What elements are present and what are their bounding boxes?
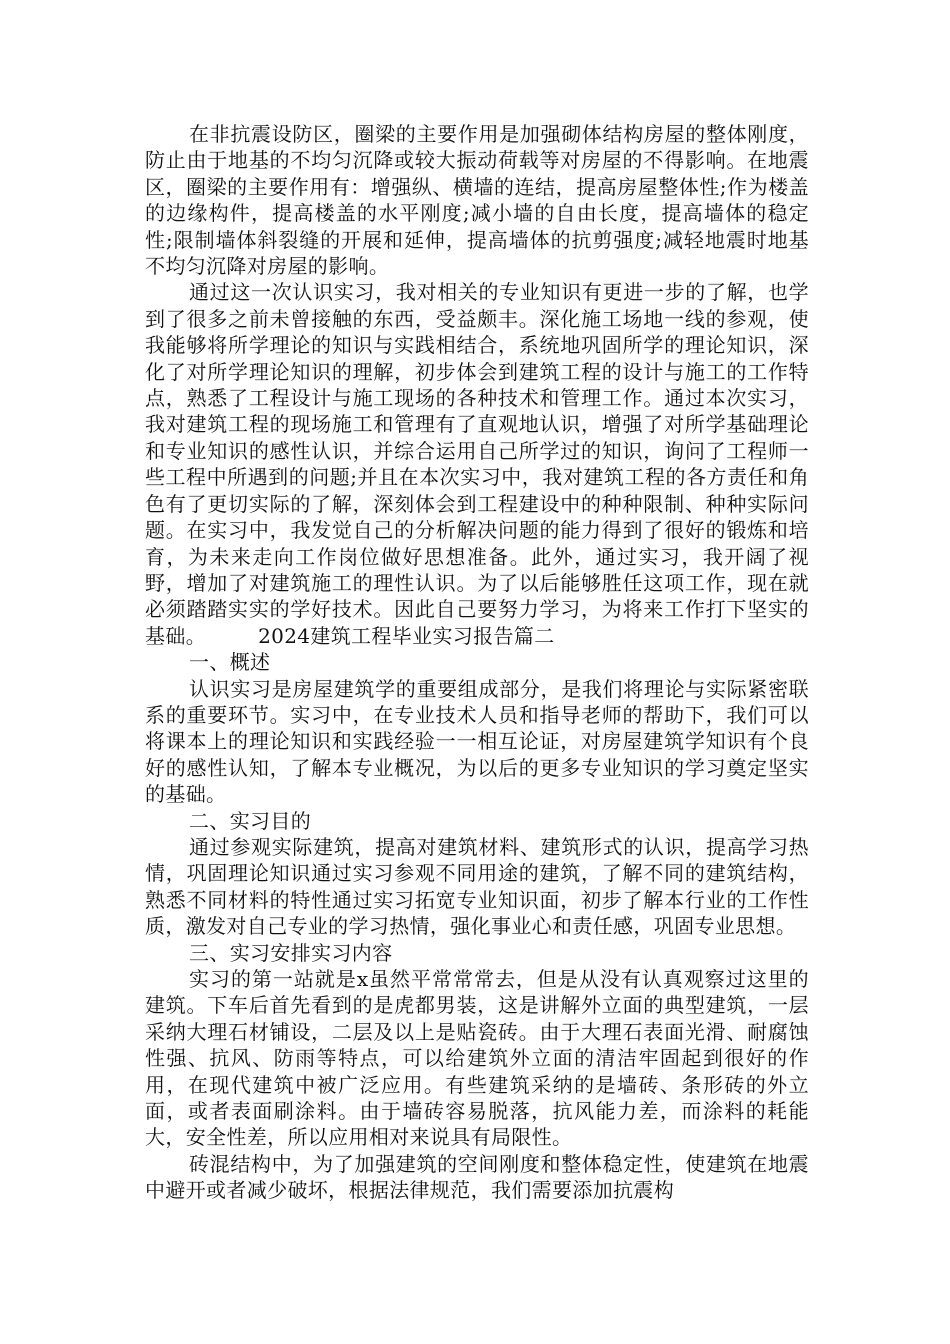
paragraph-ring-beam: 在非抗震设防区，圈梁的主要作用是加强砌体结构房屋的整体刚度，防止由于地基的不均匀沉降或较大振动荷载等对房屋的不得影响。在地震区，圈梁的主要作用有：增强纵、横墙的连结，提高房屋整体性;作为楼盖的边缘构件，提高楼盖的水平刚度;减小墙的自由长度，提高墙体的稳定性;限制墙体斜裂缝的开展和延伸，提高墙体的抗剪强度;减轻地震时地基不均匀沉降对房屋的影响。 [145, 122, 809, 279]
paragraph-internship-summary-text: 通过这一次认识实习，我对相关的专业知识有更进一步的了解，也学到了很多之前未曾接触的东西，受益颇丰。深化施工场地一线的参观，使我能够将所学理论的知识与实践相结合，系统地巩固所学的理论知识，深化了对所学理论知识的理解，初步体会到建筑工程的设计与施工的工作特点，熟悉了工程设计与施工现场的各种技术和管理工作。通过本次实习，我对建筑工程的现场施工和管理有了直观地认识，增强了对所学基础理论和专业知识的感性认识，并综合运用自己所学过的知识，询问了工程师一些工程中所遇到的问题;并且在本次实习中，我对建筑工程的各方责任和角色有了更切实际的了解，深刻体会到工程建设中的种种限制、种种实际问题。在实习中，我发觉自己的分析解决问题的能力得到了很好的锻炼和培育，为未来走向工作岗位做好思想准备。此外，通过实习，我开阔了视野，增加了对建筑施工的理性认识。为了以后能够胜任这项工作，现在就必须踏踏实实的学好技术。因此自己要努力学习，为将来工作打下坚实的基础。 [145, 280, 809, 648]
heading-purpose: 二、实习目的 [189, 808, 312, 833]
heading-arrangement: 三、实习安排实习内容 [189, 940, 393, 965]
paragraph-first-stop: 实习的第一站就是x虽然平常常常去，但是从没有认真观察过这里的建筑。下车后首先看到的是虎都男装，这是讲解外立面的典型建筑，一层采纳大理石材铺设，二层及以上是贴瓷砖。由于大理石表面光滑、耐腐蚀性强、抗风、防雨等特点，可以给建筑外立面的清洁牢固起到很好的作用，在现代建筑中被广泛应用。有些建筑采纳的是墙砖、条形砖的外立面，或者表面刷涂料。由于墙砖容易脱落，抗风能力差，而涂料的耗能大，安全性差，所以应用相对来说具有局限性。 [145, 967, 809, 1150]
paragraph-internship-summary [145, 279, 809, 649]
section-title: 2024建筑工程毕业实习报告篇二 [258, 623, 555, 648]
heading-overview: 一、概述 [189, 650, 271, 675]
paragraph-brick-concrete: 砖混结构中，为了加强建筑的空间刚度和整体稳定性，使建筑在地震中避开或者减少破坏，根据法律规范，我们需要添加抗震构 [145, 1151, 809, 1203]
paragraph-overview: 认识实习是房屋建筑学的重要组成部分，是我们将理论与实际紧密联系的重要环节。实习中，在专业技术人员和指导老师的帮助下，我们可以将课本上的理论知识和实践经验一一相互论证，对房屋建筑学知识有个良好的感性认知，了解本专业概况，为以后的更多专业知识的学习奠定坚实的基础。 [145, 676, 809, 807]
paragraph-purpose: 通过参观实际建筑，提高对建筑材料、建筑形式的认识，提高学习热情，巩固理论知识通过实习参观不同用途的建筑，了解不同的建筑结构，熟悉不同材料的特性通过实习拓宽专业知识面，初步了解本行业的工作性质，激发对自己专业的学习热情，强化事业心和责任感，巩固专业思想。 [145, 834, 809, 939]
document-body [145, 121, 809, 1204]
